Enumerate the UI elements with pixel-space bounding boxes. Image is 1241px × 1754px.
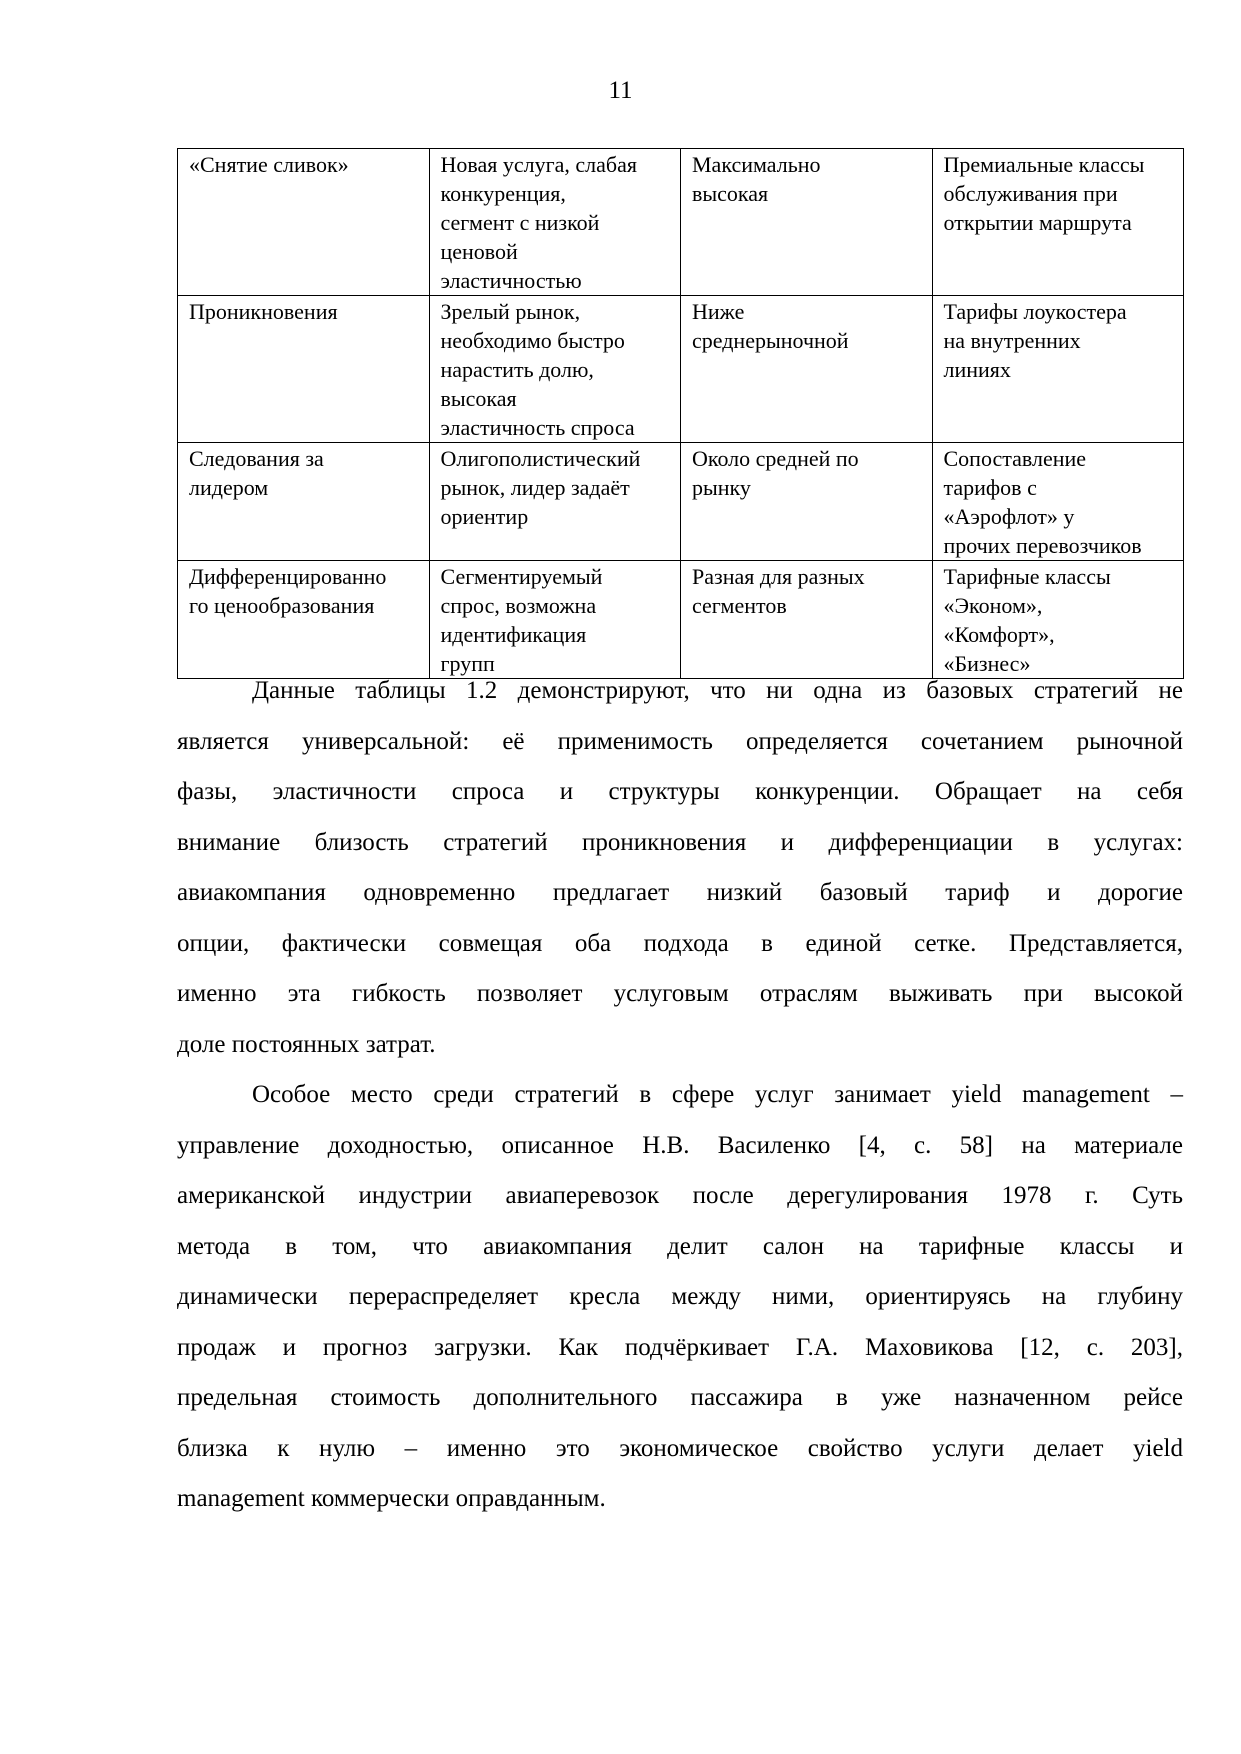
table-cell-conditions [429, 443, 681, 561]
cell-text-line: Дифференцированно [189, 564, 387, 589]
table-cell-strategy [178, 296, 430, 443]
cell-text-line: высокая [440, 386, 517, 411]
cell-text-line: сегментов [692, 593, 787, 618]
cell-text-line: Ниже [692, 299, 745, 324]
cell-text-line: «Аэрофлот» у [943, 504, 1075, 529]
cell-text-line: лидером [189, 475, 269, 500]
page-number: 11 [608, 77, 633, 104]
table-cell-price-level [681, 443, 933, 561]
cell-text-line: необходимо быстро [440, 328, 625, 353]
cell-text-line: идентификация [440, 622, 587, 647]
cell-text-line: «Эконом», [943, 593, 1043, 618]
cell-text-line: обслуживания при [943, 181, 1118, 206]
table-cell-example [932, 561, 1184, 679]
paragraph [177, 666, 1183, 1070]
table-cell-conditions [429, 149, 681, 296]
cell-text-line: линиях [943, 357, 1011, 382]
cell-text-line: высокая [692, 181, 769, 206]
cell-text-line: «Снятие сливок» [189, 152, 349, 177]
cell-text-line: групп [440, 651, 495, 676]
paragraph-line: динамически перераспределяет кресла между ними, ориентируясь на глубину [177, 1283, 1183, 1310]
table-row [178, 443, 1184, 561]
paragraph-line: фазы, эластичности спроса и структуры конкуренции. Обращает на себя [177, 778, 1183, 805]
cell-text-line: конкуренция, [440, 181, 566, 206]
cell-text-line: открытии маршрута [943, 210, 1132, 235]
cell-text-line: «Бизнес» [943, 651, 1031, 676]
cell-text-line: Зрелый рынок, [440, 299, 581, 324]
cell-text-line: эластичностью [440, 268, 582, 293]
table-cell-strategy [178, 149, 430, 296]
paragraph [177, 1070, 1183, 1525]
cell-text-line: го ценообразования [189, 593, 375, 618]
paragraph-line: Особое место среди стратегий в сфере услуг занимает yield management – [252, 1081, 1183, 1108]
cell-text-line: Тарифные классы [943, 564, 1111, 589]
cell-text-line: Проникновения [189, 299, 338, 324]
cell-text-line: Новая услуга, слабая [440, 152, 637, 177]
paragraph-line: является универсальной: её применимость определяется сочетанием рыночной [177, 727, 1183, 755]
cell-text-line: нарастить долю, [440, 357, 594, 382]
paragraph-line: внимание близость стратегий проникновения и дифференциации в услугах: [177, 828, 1183, 856]
cell-text-line: ориентир [440, 504, 529, 529]
table-row [178, 149, 1184, 296]
cell-text-line: Олигополистический [440, 446, 641, 471]
body-text [177, 666, 1183, 1525]
cell-text-line: Премиальные классы [943, 152, 1145, 177]
paragraph-line: близка к нулю – именно это экономическое свойство услуги делает yield [177, 1434, 1183, 1462]
cell-text-line: на внутренних [943, 328, 1081, 353]
table-body [178, 149, 1184, 679]
paragraph-line: метода в том, что авиакомпания делит салон на тарифные классы и [177, 1232, 1183, 1260]
paragraph-line: авиакомпания одновременно предлагает низкий базовый тариф и дорогие [177, 879, 1183, 906]
table-cell-conditions [429, 296, 681, 443]
cell-text-line: Следования за [189, 446, 324, 471]
cell-text-line: ценовой [440, 239, 518, 264]
cell-text-line: эластичность спроса [440, 415, 635, 440]
cell-text-line: Сегментируемый [440, 564, 603, 589]
paragraph-line: именно эта гибкость позволяет услуговым отраслям выживать при высокой [177, 980, 1183, 1007]
table-row [178, 296, 1184, 443]
paragraph-line: доле постоянных затрат. [177, 1030, 436, 1058]
table-cell-example [932, 443, 1184, 561]
table-cell-example [932, 149, 1184, 296]
paragraph-line: management коммерчески оправданным. [177, 1485, 606, 1512]
cell-text-line: Максимально [692, 152, 821, 177]
table-cell-price-level [681, 296, 933, 443]
cell-text-line: Тарифы лоукостера [943, 299, 1127, 324]
paragraph-line: управление доходностью, описанное Н.В. Василенко [4, с. 58] на материале [177, 1131, 1183, 1159]
paragraph-line: опции, фактически совмещая оба подхода в единой сетке. Представляется, [177, 929, 1183, 957]
paragraph-line: продаж и прогноз загрузки. Как подчёркивает Г.А. Маховикова [12, с. 203], [177, 1333, 1183, 1361]
table-cell-price-level [681, 149, 933, 296]
table-cell-example [932, 296, 1184, 443]
cell-text-line: «Комфорт», [943, 622, 1055, 647]
cell-text-line: рынок, лидер задаёт [440, 475, 630, 500]
cell-text-line: сегмент с низкой [440, 210, 600, 235]
cell-text-line: спрос, возможна [440, 593, 597, 618]
cell-text-line: среднерыночной [692, 328, 849, 353]
cell-text-line: тарифов с [943, 475, 1037, 500]
paragraph-line: Данные таблицы 1.2 демонстрируют, что ни одна из базовых стратегий не [252, 677, 1183, 704]
cell-text-line: Около средней по [692, 446, 859, 471]
table-cell-conditions [429, 561, 681, 679]
table-cell-strategy [178, 561, 430, 679]
cell-text-line: Сопоставление [943, 446, 1087, 471]
cell-text-line: Разная для разных [692, 564, 865, 589]
cell-text-line: рынку [692, 475, 751, 500]
table-cell-strategy [178, 443, 430, 561]
pricing-strategies-table [177, 148, 1184, 679]
paragraph-line: предельная стоимость дополнительного пассажира в уже назначенном рейсе [177, 1384, 1183, 1411]
paragraph-line: американской индустрии авиаперевозок после дерегулирования 1978 г. Суть [177, 1182, 1183, 1209]
table-row [178, 561, 1184, 679]
cell-text-line: прочих перевозчиков [943, 533, 1142, 558]
table-cell-price-level [681, 561, 933, 679]
